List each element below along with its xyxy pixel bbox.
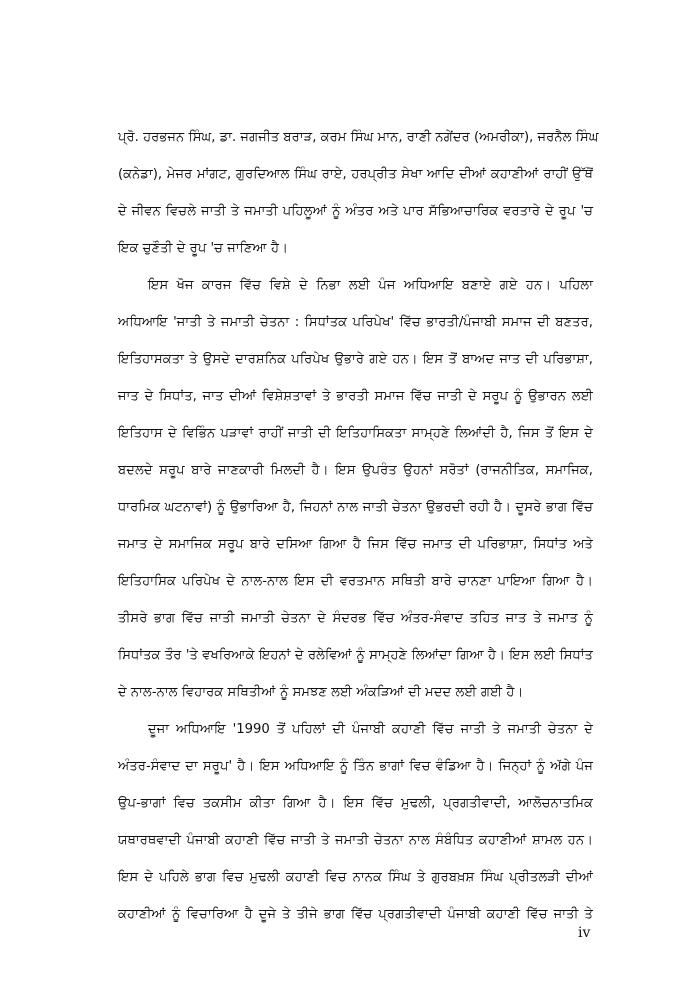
text-line: ਇਤਿਹਾਸਿਕ ਪਰਿਪੇਖ ਦੇ ਨਾਲ-ਨਾਲ ਇਸ ਦੀ ਵਰਤਮਾਨ ਸਥਿਤੀ ਬਾਰੇ ਚਾਨਣਾ ਪਾਇਆ ਗਿਆ ਹੈ। xyxy=(118,574,593,589)
text-line: ਇਸ ਦੇ ਪਹਿਲੇ ਭਾਗ ਵਿਚ ਮੁਢਲੀ ਕਹਾਣੀ ਵਿਚ ਨਾਨਕ ਸਿੰਘ ਤੇ ਗੁਰਬਖ਼ਸ਼ ਸਿੰਘ ਪ੍ਰੀਤਲੜੀ ਦੀਆਂ xyxy=(118,870,593,885)
text-line: ਅਧਿਆਇ 'ਜਾਤੀ ਤੇ ਜਮਾਤੀ ਚੇਤਨਾ : ਸਿਧਾਂਤਕ ਪਰਿਪੇਖ' ਵਿੱਚ ਭਾਰਤੀ/ਪੰਜਾਬੀ ਸਮਾਜ ਦੀ ਬਣਤਰ, xyxy=(118,315,593,330)
text-line: ਜਮਾਤ ਦੇ ਸਮਾਜਿਕ ਸਰੂਪ ਬਾਰੇ ਦਸਿਆ ਗਿਆ ਹੈ ਜਿਸ ਵਿੱਚ ਜਮਾਤ ਦੀ ਪਰਿਭਾਸ਼ਾ, ਸਿਧਾਂਤ ਅਤੇ xyxy=(118,537,593,552)
text-line: ਇਤਿਹਾਸਕਤਾ ਤੇ ਉਸਦੇ ਦਾਰਸ਼ਨਿਕ ਪਰਿਪੇਖ ਉਭਾਰੇ ਗਏ ਹਨ। ਇਸ ਤੋਂ ਬਾਅਦ ਜਾਤ ਦੀ ਪਰਿਭਾਸ਼ਾ, xyxy=(118,352,593,367)
text-line: (ਕਨੇਡਾ), ਮੇਜਰ ਮਾਂਗਟ, ਗੁਰਦਿਆਲ ਸਿੰਘ ਰਾਏ, ਹਰਪ੍ਰੀਤ ਸੇਖਾ ਆਦਿ ਦੀਆਂ ਕਹਾਣੀਆਂ ਰਾਹੀਂ ਉੱਥੋਂ xyxy=(118,167,593,182)
text-line: ਬਦਲਦੇ ਸਰੂਪ ਬਾਰੇ ਜਾਣਕਾਰੀ ਮਿਲਦੀ ਹੈ। ਇਸ ਉਪਰੰਤ ਉਹਨਾਂ ਸਰੋਤਾਂ (ਰਾਜਨੀਤਿਕ, ਸਮਾਜਿਕ, xyxy=(118,463,593,478)
text-line: ਉਪ-ਭਾਗਾਂ ਵਿਚ ਤਕਸੀਮ ਕੀਤਾ ਗਿਆ ਹੈ। ਇਸ ਵਿੱਚ ਮੁਢਲੀ, ਪ੍ਰਗਤੀਵਾਦੀ, ਆਲੋਚਨਾਤਮਿਕ xyxy=(118,796,593,811)
page-number: iv xyxy=(578,925,591,941)
text-line: ਸਿਧਾਂਤਕ ਤੌਰ 'ਤੇ ਵਖਰਿਆਕੇ ਇਹਨਾਂ ਦੇ ਰਲੇਵਿਆਂ ਨੂੰ ਸਾਮ੍ਹਣੇ ਲਿਆਂਦਾ ਗਿਆ ਹੈ। ਇਸ ਲਈ ਸਿਧਾਂਤ xyxy=(118,648,593,663)
text-line: ਇਤਿਹਾਸ ਦੇ ਵਿਭਿੰਨ ਪੜਾਵਾਂ ਰਾਹੀਂ ਜਾਤੀ ਦੀ ਇਤਿਹਾਸਿਕਤਾ ਸਾਮ੍ਹਣੇ ਲਿਆਂਦੀ ਹੈ, ਜਿਸ ਤੋਂ ਇਸ ਦੇ xyxy=(118,426,593,441)
text-line: ਯਥਾਰਥਵਾਦੀ ਪੰਜਾਬੀ ਕਹਾਣੀ ਵਿੱਚ ਜਾਤੀ ਤੇ ਜਮਾਤੀ ਚੇਤਨਾ ਨਾਲ ਸੰਬੰਧਿਤ ਕਹਾਣੀਆਂ ਸ਼ਾਮਲ ਹਨ। xyxy=(118,833,593,848)
text-line: ਕਹਾਣੀਆਂ ਨੂੰ ਵਿਚਾਰਿਆ ਹੈ ਦੂਜੇ ਤੇ ਤੀਜੇ ਭਾਗ ਵਿੱਚ ਪ੍ਰਗਤੀਵਾਦੀ ਪੰਜਾਬੀ ਕਹਾਣੀ ਵਿੱਚ ਜਾਤੀ ਤੇ xyxy=(118,907,593,922)
text-line: ਦੇ ਜੀਵਨ ਵਿਚਲੇ ਜਾਤੀ ਤੇ ਜਮਾਤੀ ਪਹਿਲੂਆਂ ਨੂੰ ਅੰਤਰ ਅਤੇ ਪਾਰ ਸੱਭਿਆਚਾਰਿਕ ਵਰਤਾਰੇ ਦੇ ਰੂਪ 'ਚ xyxy=(118,204,593,219)
text-line: ਦੇ ਨਾਲ-ਨਾਲ ਵਿਹਾਰਕ ਸਥਿਤੀਆਂ ਨੂੰ ਸਮਝਣ ਲਈ ਅੰਕੜਿਆਂ ਦੀ ਮਦਦ ਲਈ ਗਈ ਹੈ। xyxy=(118,685,524,700)
text-line: ਇਕ ਚੁਣੌਤੀ ਦੇ ਰੂਪ 'ਚ ਜਾਣਿਆ ਹੈ। xyxy=(118,241,288,256)
text-line: ਪ੍ਰੋ. ਹਰਭਜਨ ਸਿੰਘ, ਡਾ. ਜਗਜੀਤ ਬਰਾੜ, ਕਰਮ ਸਿੰਘ ਮਾਨ, ਰਾਣੀ ਨਗੇਂਦਰ (ਅਮਰੀਕਾ), ਜਰਨੈਲ ਸਿੰਘ xyxy=(118,130,599,145)
text-line: ਦੂਜਾ ਅਧਿਆਇ '1990 ਤੋਂ ਪਹਿਲਾਂ ਦੀ ਪੰਜਾਬੀ ਕਹਾਣੀ ਵਿੱਚ ਜਾਤੀ ਤੇ ਜਮਾਤੀ ਚੇਤਨਾ ਦੇ xyxy=(148,722,593,737)
text-line: ਧਾਰਮਿਕ ਘਟਨਾਵਾਂ) ਨੂੰ ਉਭਾਰਿਆ ਹੈ, ਜਿਹਨਾਂ ਨਾਲ ਜਾਤੀ ਚੇਤਨਾ ਉਭਰਦੀ ਰਹੀ ਹੈ। ਦੂਸਰੇ ਭਾਗ ਵਿੱਚ xyxy=(118,500,593,515)
text-line: ਅੰਤਰ-ਸੰਵਾਦ ਦਾ ਸਰੂਪ' ਹੈ। ਇਸ ਅਧਿਆਇ ਨੂੰ ਤਿੰਨ ਭਾਗਾਂ ਵਿਚ ਵੰਡਿਆ ਹੈ। ਜਿਨ੍ਹਾਂ ਨੂੰ ਅੱਗੇ ਪੰਜ xyxy=(118,759,593,774)
text-line: ਇਸ ਖੋਜ ਕਾਰਜ ਵਿੱਚ ਵਿਸ਼ੇ ਦੇ ਨਿਭਾ ਲਈ ਪੰਜ ਅਧਿਆਇ ਬਣਾਏ ਗਏ ਹਨ। ਪਹਿਲਾ xyxy=(148,278,593,293)
text-line: ਜਾਤ ਦੇ ਸਿਧਾਂਤ, ਜਾਤ ਦੀਆਂ ਵਿਸ਼ੇਸ਼ਤਾਵਾਂ ਤੇ ਭਾਰਤੀ ਸਮਾਜ ਵਿੱਚ ਜਾਤੀ ਦੇ ਸਰੂਪ ਨੂੰ ਉਭਾਰਨ ਲਈ xyxy=(118,389,593,404)
text-line: ਤੀਸਰੇ ਭਾਗ ਵਿੱਚ ਜਾਤੀ ਜਮਾਤੀ ਚੇਤਨਾ ਦੇ ਸੰਦਰਭ ਵਿੱਚ ਅੰਤਰ-ਸੰਵਾਦ ਤਹਿਤ ਜਾਤ ਤੇ ਜਮਾਤ ਨੂੰ xyxy=(118,611,593,626)
